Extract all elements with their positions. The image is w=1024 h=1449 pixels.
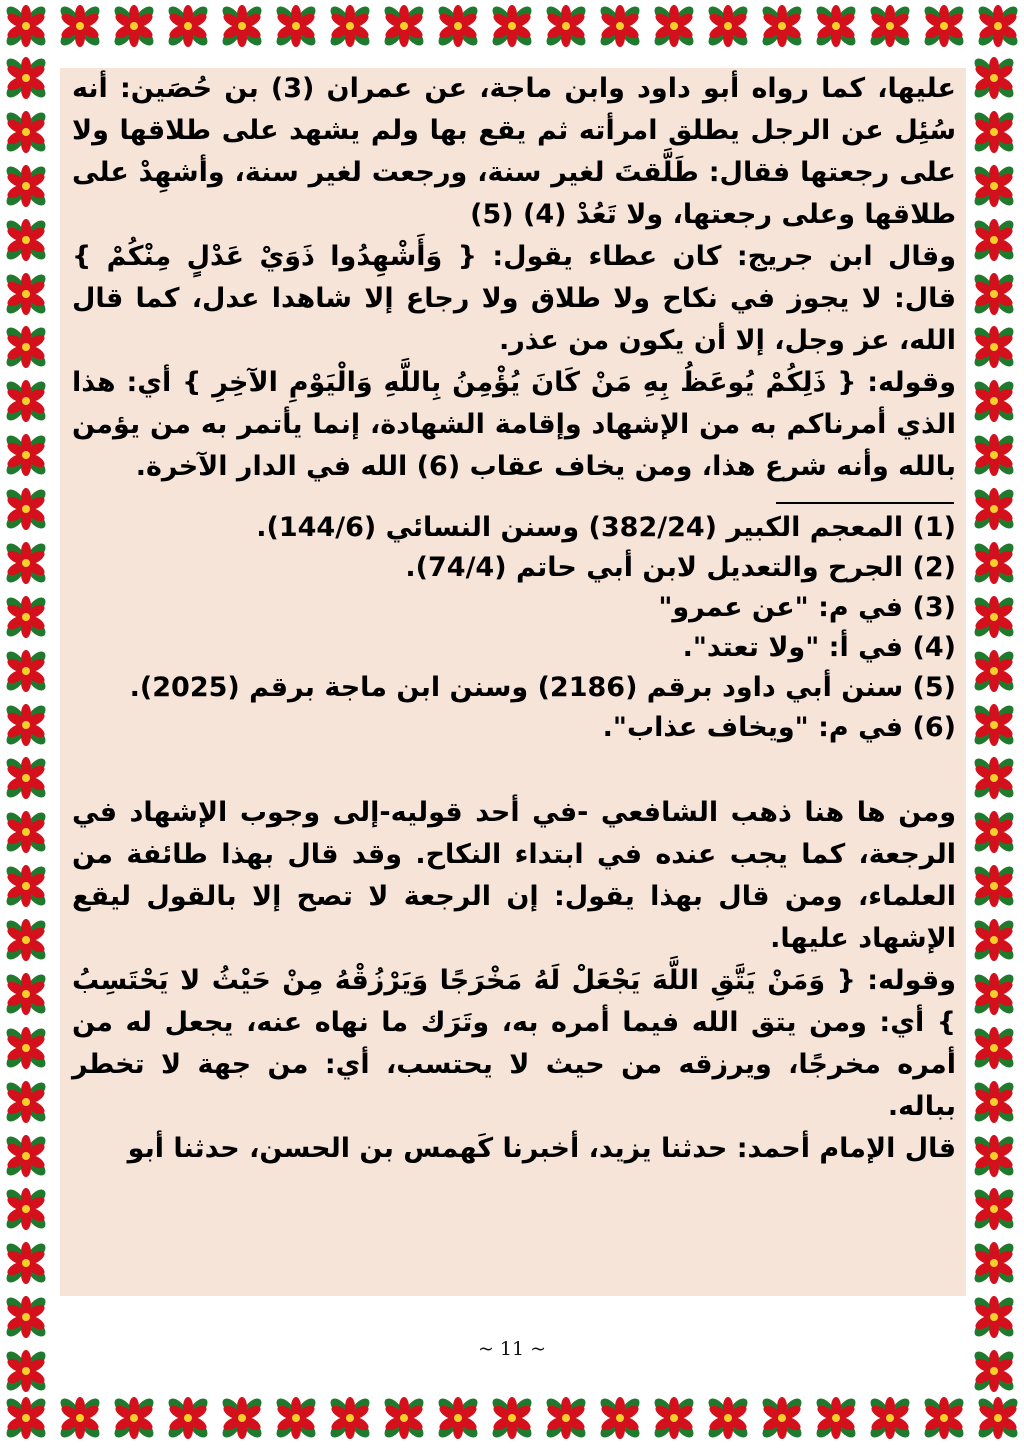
poinsettia-icon <box>432 1392 484 1444</box>
poinsettia-icon <box>162 1392 214 1444</box>
poinsettia-icon <box>968 106 1020 158</box>
poinsettia-icon <box>216 0 268 52</box>
poinsettia-icon <box>648 1392 700 1444</box>
poinsettia-icon <box>0 914 52 966</box>
paragraph: وقوله: { وَمَنْ يَتَّقِ اللَّهَ يَجْعَلْ لَهُ مَخْرَجًا وَيَرْزُقْهُ مِنْ حَيْثُ لا يَحْتَسِبُ } أي: ومن يتق الله فيما أمره به، وتَرَك ما نهاه عنه، يجعل له من أمره مخرجًا، ويرزقه من حيث لا يحتسب، أي: من جهة لا تخطر بباله. <box>72 965 956 1122</box>
footnotes <box>60 508 966 748</box>
poinsettia-icon <box>968 699 1020 751</box>
poinsettia-icon <box>486 1392 538 1444</box>
poinsettia-icon <box>968 268 1020 320</box>
border-left <box>0 52 56 1397</box>
poinsettia-icon <box>270 1392 322 1444</box>
poinsettia-icon <box>0 375 52 427</box>
poinsettia-icon <box>968 591 1020 643</box>
poinsettia-icon <box>968 52 1020 104</box>
poinsettia-icon <box>0 268 52 320</box>
footnote: (5) سنن أبي داود برقم (2186) وسنن ابن ماجة برقم (2025). <box>129 672 956 703</box>
poinsettia-icon <box>216 1392 268 1444</box>
poinsettia-icon <box>864 0 916 52</box>
poinsettia-icon <box>918 1392 970 1444</box>
paragraph: وقال ابن جريج: كان عطاء يقول: { وَأَشْهِدُوا ذَوَيْ عَدْلٍ مِنْكُمْ } قال: لا يجوز في نكاح ولا طلاق ولا رجاع إلا شاهدا عدل، كما قال الله، عز وجل، إلا أن يكون من عذر. <box>72 241 956 356</box>
poinsettia-icon <box>756 1392 808 1444</box>
poinsettia-icon <box>968 375 1020 427</box>
poinsettia-icon <box>0 645 52 697</box>
poinsettia-icon <box>540 0 592 52</box>
poinsettia-icon <box>702 1392 754 1444</box>
poinsettia-icon <box>0 52 52 104</box>
poinsettia-icon <box>594 1392 646 1444</box>
poinsettia-icon <box>968 1076 1020 1128</box>
poinsettia-icon <box>968 1237 1020 1289</box>
poinsettia-icon <box>0 483 52 535</box>
section-gap <box>60 748 966 792</box>
poinsettia-icon <box>0 537 52 589</box>
poinsettia-icon <box>108 0 160 52</box>
poinsettia-icon <box>54 1392 106 1444</box>
poinsettia-icon <box>968 214 1020 266</box>
poinsettia-icon <box>54 0 106 52</box>
poinsettia-icon <box>968 860 1020 912</box>
page-number: ~ 11 ~ <box>477 1338 547 1360</box>
poinsettia-icon <box>324 1392 376 1444</box>
border-bottom <box>0 1392 1024 1449</box>
poinsettia-icon <box>0 160 52 212</box>
poinsettia-icon <box>0 429 52 481</box>
poinsettia-icon <box>378 0 430 52</box>
poinsettia-icon <box>968 914 1020 966</box>
poinsettia-icon <box>0 106 52 158</box>
poinsettia-icon <box>0 752 52 804</box>
border-right <box>968 52 1024 1397</box>
poinsettia-icon <box>756 0 808 52</box>
poinsettia-icon <box>0 1392 52 1444</box>
poinsettia-icon <box>0 214 52 266</box>
footnote: (1) المعجم الكبير (382/24) وسنن النسائي (144/6). <box>256 512 956 543</box>
paragraph: قال الإمام أحمد: حدثنا يزيد، أخبرنا كَهمس بن الحسن، حدثنا أبو <box>127 1133 956 1164</box>
poinsettia-icon <box>968 483 1020 535</box>
poinsettia-icon <box>540 1392 592 1444</box>
poinsettia-icon <box>702 0 754 52</box>
poinsettia-icon <box>0 591 52 643</box>
poinsettia-icon <box>968 1183 1020 1235</box>
footnote: (3) في م: "عن عمرو" <box>658 592 956 623</box>
poinsettia-icon <box>378 1392 430 1444</box>
footnote: (2) الجرح والتعديل لابن أبي حاتم (74/4). <box>405 552 956 583</box>
poinsettia-icon <box>0 1130 52 1182</box>
poinsettia-icon <box>968 537 1020 589</box>
poinsettia-icon <box>0 860 52 912</box>
poinsettia-icon <box>0 1183 52 1235</box>
poinsettia-icon <box>486 0 538 52</box>
poinsettia-icon <box>968 1291 1020 1343</box>
poinsettia-icon <box>810 0 862 52</box>
poinsettia-icon <box>968 1130 1020 1182</box>
poinsettia-icon <box>0 699 52 751</box>
poinsettia-icon <box>810 1392 862 1444</box>
paragraph: وقوله: { ذَلِكُمْ يُوعَظُ بِهِ مَنْ كَانَ يُؤْمِنُ بِاللَّهِ وَالْيَوْمِ الآخِرِ } أي: هذا الذي أمرناكم به من الإشهاد وإقامة الشهادة، إنما يأتمر به من يؤمن بالله وأنه شرع هذا، ومن يخاف عقاب (6) الله في الدار الآخرة. <box>72 367 956 482</box>
poinsettia-icon <box>594 0 646 52</box>
poinsettia-icon <box>968 752 1020 804</box>
paragraph: عليها، كما رواه أبو داود وابن ماجة، عن عمران (3) بن حُصَين: أنه سُئِل عن الرجل يطلق امرأته ثم يقع بها ولم يشهد على طلاقها ولا على رجعتها فقال: طَلَّقتَ لغير سنة، ورجعت لغير سنة، وأشهِدْ على طلاقها وعلى رجعتها، ولا تَعُدْ (4) (5) <box>72 73 956 230</box>
poinsettia-icon <box>968 968 1020 1020</box>
poinsettia-icon <box>162 0 214 52</box>
border-top <box>0 0 1024 60</box>
poinsettia-icon <box>0 1291 52 1343</box>
poinsettia-icon <box>968 160 1020 212</box>
poinsettia-icon <box>0 1022 52 1074</box>
footnote-separator <box>776 502 954 504</box>
poinsettia-icon <box>968 429 1020 481</box>
poinsettia-icon <box>968 645 1020 697</box>
poinsettia-icon <box>0 806 52 858</box>
paragraph: ومن ها هنا ذهب الشافعي -في أحد قوليه-إلى وجوب الإشهاد في الرجعة، كما يجب عنده في ابتداء النكاح. وقد قال بهذا طائفة من العلماء، ومن قال بهذا يقول: إن الرجعة لا تصح إلا بالقول ليقع الإشهاد عليها. <box>72 797 956 954</box>
poinsettia-icon <box>648 0 700 52</box>
footnote: (4) في أ: "ولا تعتد". <box>682 632 956 663</box>
footnote: (6) في م: "ويخاف عذاب". <box>602 712 956 743</box>
poinsettia-icon <box>968 1022 1020 1074</box>
text-panel <box>60 68 966 1296</box>
poinsettia-icon <box>864 1392 916 1444</box>
poinsettia-icon <box>972 0 1024 52</box>
poinsettia-icon <box>0 968 52 1020</box>
poinsettia-icon <box>968 321 1020 373</box>
poinsettia-icon <box>108 1392 160 1444</box>
poinsettia-icon <box>972 1392 1024 1444</box>
poinsettia-icon <box>324 0 376 52</box>
poinsettia-icon <box>0 1076 52 1128</box>
poinsettia-icon <box>432 0 484 52</box>
poinsettia-icon <box>270 0 322 52</box>
poinsettia-icon <box>0 1237 52 1289</box>
poinsettia-icon <box>0 321 52 373</box>
poinsettia-icon <box>0 0 52 52</box>
poinsettia-icon <box>968 806 1020 858</box>
poinsettia-icon <box>918 0 970 52</box>
